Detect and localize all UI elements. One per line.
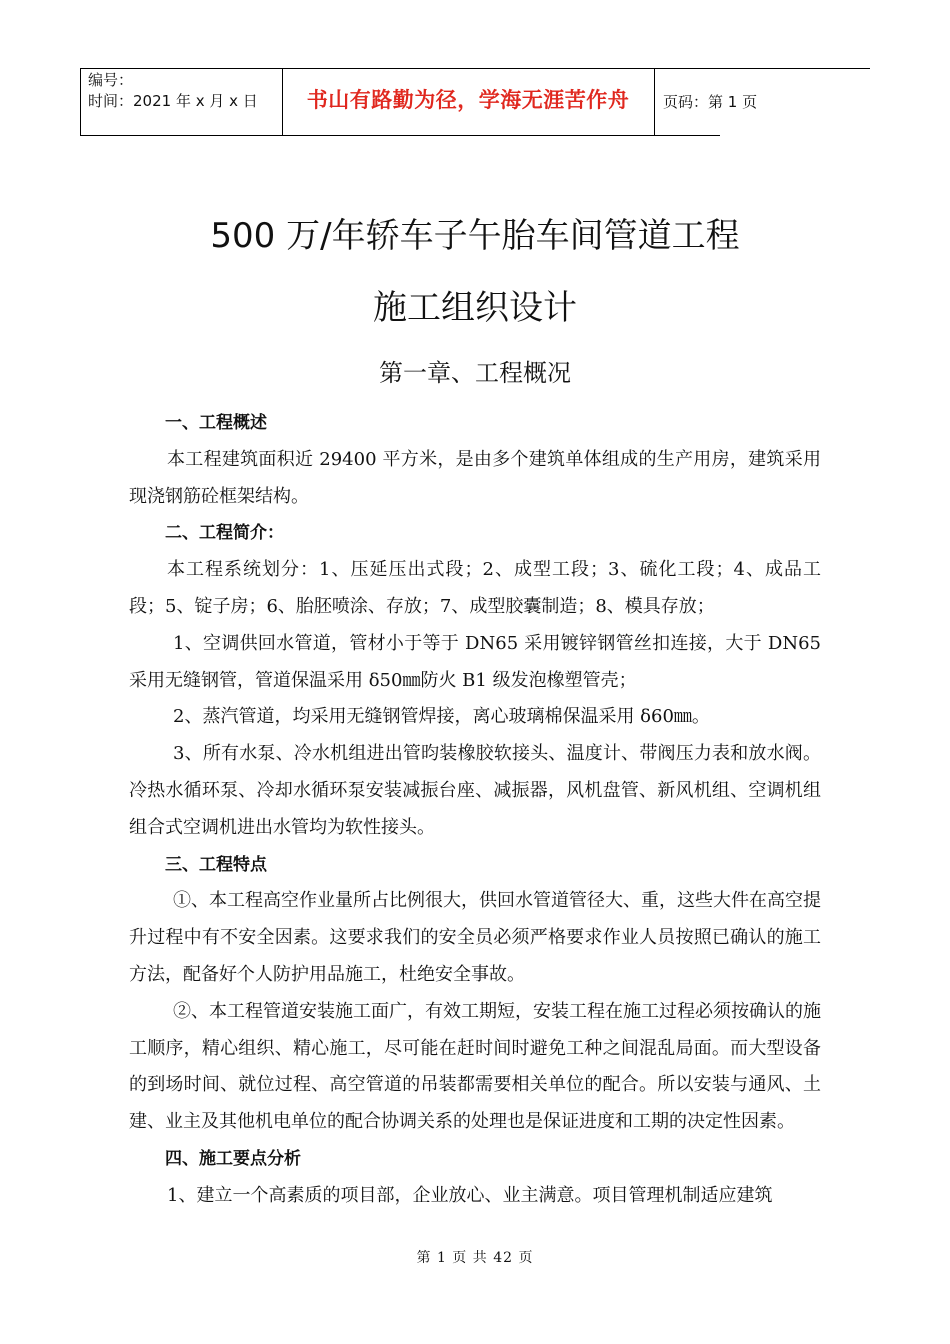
paragraph: 本工程系统划分：1、压延压出式段；2、成型工段；3、硫化工段；4、成品工段；5、锭子房；6、胎胚喷涂、存放；7、成型胶囊制造；8、模具存放； bbox=[129, 559, 821, 617]
header-divider-2 bbox=[654, 68, 655, 135]
header-time: 时间：2021 年 x 月 x 日 bbox=[88, 92, 258, 110]
paragraph: ②、本工程管道安装施工面广，有效工期短，安装工程在施工过程必须按确认的施工顺序，精心组织、精心施工，尽可能在赶时间时避免工种之间混乱局面。而大型设备的到场时间、就位过程、高空管道的吊装都需要相关单位的配合。所以安装与通风、土建、业主及其他机电单位的配合协调关系的处理也是保证进度和工期的决定性因素。 bbox=[129, 1000, 821, 1133]
section-heading-overview: 一、工程概述 bbox=[165, 413, 267, 433]
document-subtitle: 施工组织设计 bbox=[373, 288, 577, 328]
chapter-heading: 第一章、工程概况 bbox=[379, 359, 571, 387]
header-top-rule bbox=[80, 68, 870, 69]
header-number: 编号： bbox=[88, 71, 134, 89]
section-heading-analysis: 四、施工要点分析 bbox=[165, 1148, 301, 1169]
paragraph: 2、蒸汽管道，均采用无缝钢管焊接，离心玻璃棉保温采用 δ60㎜。 bbox=[173, 706, 710, 728]
header-meta bbox=[88, 70, 258, 112]
header-left-border bbox=[80, 68, 81, 135]
paragraph: ①、本工程高空作业量所占比例很大，供回水管道管径大、重，这些大件在高空提升过程中有不安全因素。这要求我们的安全员必须严格要求作业人员按照已确认的施工方法，配备好个人防护用品施工，杜绝安全事故。 bbox=[129, 890, 821, 985]
paragraph: 本工程建筑面积近 29400 平方米，是由多个建筑单体组成的生产用房，建筑采用现浇钢筋砼框架结构。 bbox=[129, 448, 821, 507]
document-body bbox=[129, 405, 821, 1215]
section-heading-intro: 二、工程简介： bbox=[165, 523, 284, 544]
paragraph: 1、空调供回水管道，管材小于等于 DN65 采用镀锌钢管丝扣连接，大于 DN65 采用无缝钢管，管道保温采用 δ50㎜防火 B1 级发泡橡塑管壳； bbox=[129, 632, 821, 691]
document-title: 500 万/年轿车子午胎车间管道工程 bbox=[210, 216, 740, 256]
paragraph: 3、所有水泵、冷水机组进出管昀装橡胶软接头、温度计、带阀压力表和放水阀。冷热水循环泵、冷却水循环泵安装减振台座、减振器，风机盘管、新风机组、空调机组组合式空调机进出水管均为软性接头。 bbox=[129, 743, 821, 838]
paragraph: 1、建立一个高素质的项目部，企业放心、业主满意。项目管理机制适应建筑 bbox=[167, 1184, 773, 1206]
header-page-number: 页码：第 1 页 bbox=[663, 93, 758, 111]
header-bottom-rule bbox=[80, 135, 720, 136]
section-heading-features: 三、工程特点 bbox=[165, 854, 267, 875]
header-motto: 书山有路勤为径，学海无涯苦作舟 bbox=[306, 88, 630, 112]
page-footer: 第 1 页 共 42 页 bbox=[416, 1250, 534, 1266]
